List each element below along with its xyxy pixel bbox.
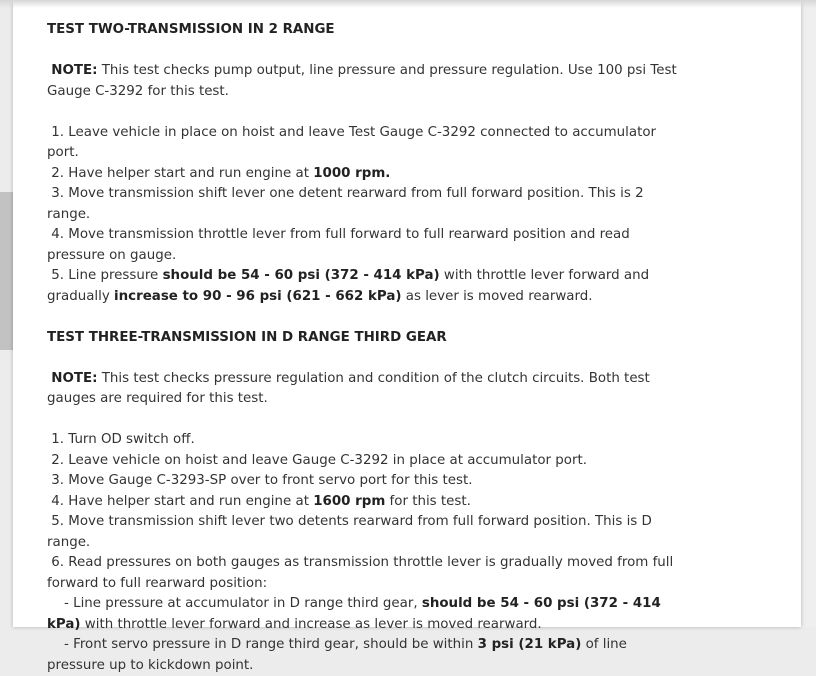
section-two-step-4 — [47, 225, 677, 266]
section-three-step-6 — [47, 553, 677, 594]
step-text: 1. Leave vehicle in place on hoist and leave Test Gauge C-3292 connected to accumulator port. — [47, 124, 657, 160]
section-two-title: TEST TWO-TRANSMISSION IN 2 RANGE — [47, 22, 335, 37]
step-text: 4. Move transmission throttle lever from full forward to full rearward position and read pressure on gauge. — [47, 227, 630, 263]
step-text: 4. Have helper start and run engine at — [51, 493, 314, 509]
step-text: 2. Leave vehicle on hoist and leave Gauge C-3292 in place at accumulator port. — [51, 452, 588, 468]
document-panel — [13, 0, 801, 673]
step-text: 3. Move Gauge C-3293-SP over to front servo port for this test. — [51, 473, 473, 488]
section-two-step-1 — [47, 123, 677, 164]
step-text: as lever is moved rearward. — [401, 288, 593, 304]
substep-text: of line pressure up to kickdown point. — [47, 637, 627, 673]
section-three-substep-1 — [47, 594, 677, 635]
step-text: 1. Turn OD switch off. — [51, 432, 195, 447]
step-text: for this test. — [385, 493, 471, 509]
section-three-step-2 — [47, 451, 677, 472]
scrollbar-thumb[interactable] — [0, 192, 13, 350]
step-text: 2. Have helper start and run engine at — [51, 165, 314, 181]
note-text: This test checks pressure regulation and condition of the clutch circuits. Both test gauges are required for this test. — [47, 370, 650, 406]
substep-text: - Line pressure at accumulator in D range third gear, — [64, 596, 422, 611]
step-emphasis: increase to 90 - 96 psi (621 - 662 kPa) — [114, 288, 402, 304]
top-shadow — [0, 0, 816, 8]
step-emphasis: 1600 rpm — [313, 493, 386, 509]
section-two-step-3 — [47, 184, 677, 225]
section-three-step-1 — [47, 430, 677, 451]
section-two-step-5 — [47, 266, 677, 307]
step-text: with throttle lever forward and gradually — [47, 268, 650, 304]
step-text: 6. Read pressures on both gauges as transmission throttle lever is gradually moved from full forward to full rearward position: — [47, 555, 674, 591]
section-three-step-5 — [47, 512, 677, 553]
substep-emphasis: 3 psi (21 kPa) — [477, 637, 582, 652]
note-label: NOTE: — [51, 370, 98, 386]
section-three-note — [47, 369, 677, 410]
section-two-step-2 — [47, 164, 677, 185]
note-text: This test checks pump output, line pressure and pressure regulation. Use 100 psi Test Gauge C-3292 for this test. — [47, 63, 677, 99]
step-emphasis: 1000 rpm. — [313, 165, 391, 181]
step-text: 5. Line pressure — [51, 268, 163, 283]
substep-text: - Front servo pressure in D range third gear, should be within — [64, 637, 478, 652]
section-two-note — [47, 61, 677, 102]
step-emphasis: should be 54 - 60 psi (372 - 414 kPa) — [162, 268, 440, 283]
left-scrollbar[interactable] — [0, 0, 13, 627]
document-body — [47, 20, 677, 676]
section-three-substep-2 — [47, 635, 677, 676]
section-three-title: TEST THREE-TRANSMISSION IN D RANGE THIRD GEAR — [47, 329, 447, 345]
step-text: 3. Move transmission shift lever one detent rearward from full forward position. This is 2 range. — [47, 186, 644, 222]
section-three-step-3 — [47, 471, 677, 492]
substep-emphasis: should be 54 - 60 psi (372 - 414 kPa) — [47, 596, 661, 632]
step-text: 5. Move transmission shift lever two detents rearward from full forward position. This is D range. — [47, 514, 652, 550]
right-gutter — [801, 0, 816, 627]
section-three-step-4 — [47, 492, 677, 513]
note-label: NOTE: — [51, 63, 98, 78]
substep-text: with throttle lever forward and increase as lever is moved rearward. — [80, 616, 542, 632]
